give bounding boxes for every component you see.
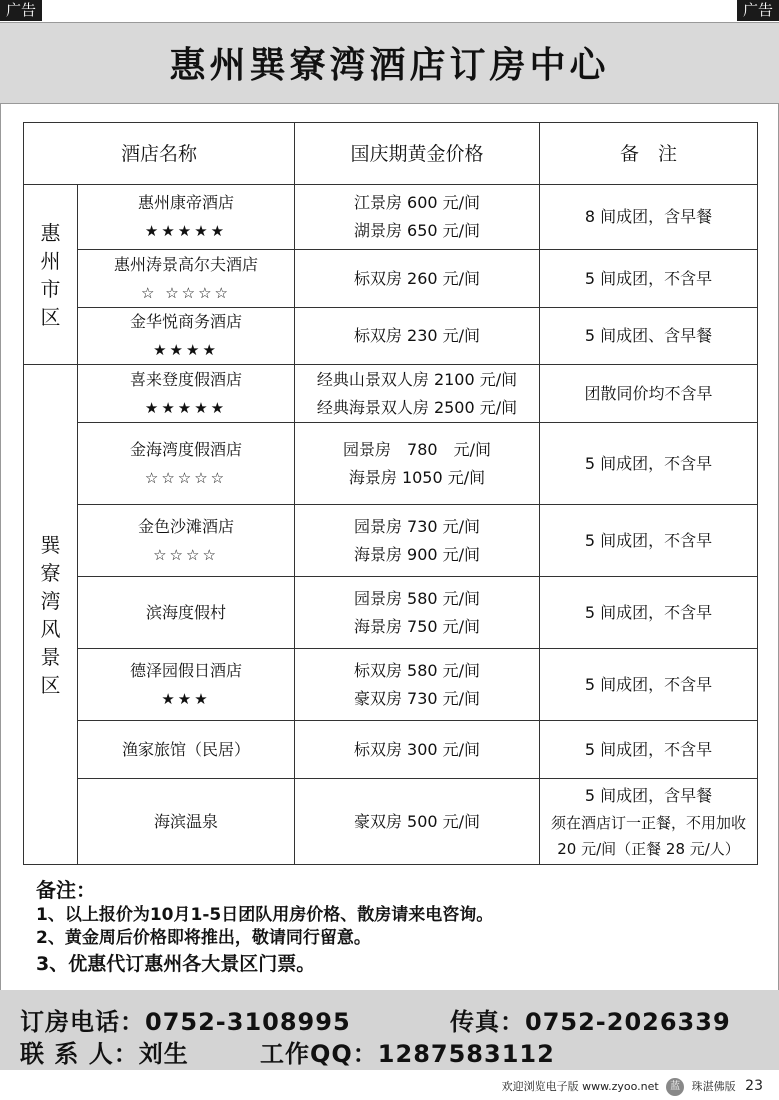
- header-hotel-name: 酒店名称: [24, 123, 295, 185]
- price-cell: 标双房 580 元/间 豪双房 730 元/间: [295, 649, 540, 721]
- note-cell: 5 间成团，不含早: [540, 250, 758, 308]
- table-row: [24, 505, 758, 577]
- hotel-price-table: [23, 122, 758, 865]
- hotel-name-cell: 金华悦商务酒店 ★★★★: [78, 308, 295, 365]
- table-row: [24, 577, 758, 649]
- fax-number: 传真：0752-2026339: [450, 1008, 731, 1036]
- star-rating: ☆☆☆☆☆: [144, 468, 228, 487]
- price-cell: 经典山景双人房 2100 元/间 经典海景双人房 2500 元/间: [295, 365, 540, 423]
- star-rating: ★★★: [161, 689, 211, 708]
- hotel-name-cell: 惠州涛景高尔夫酒店 ☆ ☆☆☆☆: [78, 250, 295, 308]
- star-rating: ★★★★: [153, 341, 219, 359]
- hotel-name-cell: 海滨温泉: [78, 779, 295, 865]
- hotel-name-cell: 滨海度假村: [78, 577, 295, 649]
- header-holiday-price: 国庆期黄金价格: [295, 123, 540, 185]
- star-rating: ☆☆☆☆: [153, 545, 219, 564]
- note-cell: 5 间成团，不含早: [540, 649, 758, 721]
- hotel-name-cell: 德泽园假日酒店 ★★★: [78, 649, 295, 721]
- price-cell: 江景房 600 元/间 湖景房 650 元/间: [295, 185, 540, 250]
- contact-band: [0, 990, 779, 1070]
- star-rating: ★★★★★: [144, 398, 228, 417]
- footer-site: www.zyoo.net: [582, 1080, 659, 1093]
- table-row: [24, 423, 758, 505]
- contact-row-2: [20, 1034, 555, 1069]
- region-huizhou-city: [24, 185, 78, 365]
- table-header-row: [24, 123, 758, 185]
- note-line-2: 2、黄金周后价格即将推出，敬请同行留意。: [36, 928, 371, 948]
- table-row: [24, 721, 758, 779]
- page-number: 23: [745, 1078, 763, 1094]
- star-rating: ★★★★★: [144, 222, 228, 240]
- region-char: 区: [40, 304, 61, 329]
- contact-row-1: [20, 1002, 731, 1037]
- table-row: [24, 365, 758, 423]
- footer-edition: 珠湛佛版: [691, 1080, 736, 1093]
- price-cell: 标双房 230 元/间: [295, 308, 540, 365]
- price-cell: 园景房 780 元/间 海景房 1050 元/间: [295, 423, 540, 505]
- region-char: 景: [40, 644, 61, 669]
- table-row: [24, 250, 758, 308]
- hotel-name-cell: 渔家旅馆（民居）: [78, 721, 295, 779]
- header-remarks: 备 注: [540, 123, 758, 185]
- hotel-name-cell: 惠州康帝酒店 ★★★★★: [78, 185, 295, 250]
- price-cell: 园景房 580 元/间 海景房 750 元/间: [295, 577, 540, 649]
- page-title: 惠州巽寮湾酒店订房中心: [169, 45, 610, 86]
- region-char: 风: [40, 616, 61, 641]
- region-char: 市: [40, 276, 61, 301]
- region-char: 区: [40, 672, 61, 697]
- table-row: [24, 779, 758, 865]
- note-cell: 8 间成团，含早餐: [540, 185, 758, 250]
- notes-section: [36, 876, 756, 978]
- note-line-1: 1、以上报价为10月1-5日团队用房价格、散房请来电咨询。: [36, 905, 494, 925]
- note-cell: 5 间成团，含早餐 须在酒店订一正餐，不用加收 20 元/间（正餐 28 元/人）: [540, 779, 758, 865]
- hotel-name-cell: 金色沙滩酒店 ☆☆☆☆: [78, 505, 295, 577]
- publisher-logo-icon: 蓝: [666, 1078, 684, 1096]
- note-cell: 5 间成团，不含早: [540, 423, 758, 505]
- table-row: [24, 649, 758, 721]
- note-cell: 5 间成团，不含早: [540, 721, 758, 779]
- price-cell: 园景房 730 元/间 海景房 900 元/间: [295, 505, 540, 577]
- hotel-name-cell: 喜来登度假酒店 ★★★★★: [78, 365, 295, 423]
- region-label: [24, 531, 77, 699]
- region-char: 州: [40, 248, 61, 273]
- table-row: [24, 308, 758, 365]
- footer-welcome: 欢迎浏览电子版: [501, 1080, 579, 1093]
- note-cell: 5 间成团，不含早: [540, 577, 758, 649]
- region-char: 寮: [40, 560, 61, 585]
- note-line-3: 3、优惠代订惠州各大景区门票。: [36, 953, 316, 975]
- page-footer: [502, 1078, 763, 1096]
- star-rating: ☆ ☆☆☆☆: [141, 283, 232, 302]
- hotel-name-cell: 金海湾度假酒店 ☆☆☆☆☆: [78, 423, 295, 505]
- region-label: [24, 219, 77, 331]
- title-band: [0, 22, 779, 104]
- price-cell: 标双房 260 元/间: [295, 250, 540, 308]
- price-cell: 豪双房 500 元/间: [295, 779, 540, 865]
- region-xunliao-bay: [24, 365, 78, 865]
- note-cell: 5 间成团，不含早: [540, 505, 758, 577]
- region-char: 巽: [40, 532, 61, 557]
- note-cell: 团散同价均不含早: [540, 365, 758, 423]
- booking-phone: 订房电话：0752-3108995: [20, 1008, 351, 1036]
- table-row: [24, 185, 758, 250]
- contact-person: 联 系 人：刘生: [20, 1040, 189, 1068]
- notes-heading: 备注：: [36, 878, 96, 902]
- ad-tag-left: 广告: [0, 0, 42, 21]
- price-cell: 标双房 300 元/间: [295, 721, 540, 779]
- note-cell: 5 间成团、含早餐: [540, 308, 758, 365]
- ad-tag-right: 广告: [737, 0, 779, 21]
- region-char: 惠: [40, 220, 61, 245]
- region-char: 湾: [40, 588, 61, 613]
- work-qq: 工作QQ：1287583112: [260, 1040, 555, 1068]
